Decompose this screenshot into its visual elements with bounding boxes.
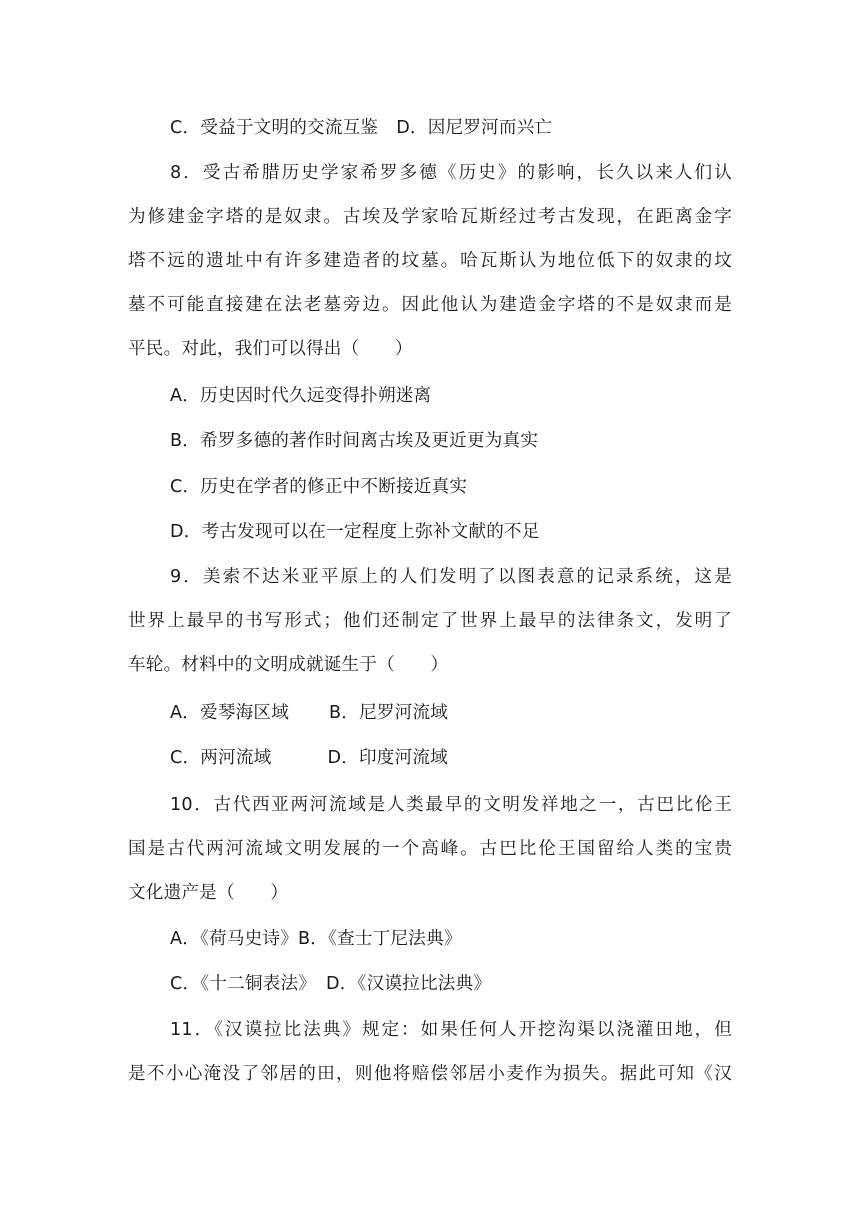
q7-option-d: D．因尼罗河而兴亡: [396, 118, 553, 138]
q11-stem-line-1: 11．《汉谟拉比法典》规定：如果任何人开挖沟渠以浇灌田地，但: [170, 1020, 732, 1040]
q10-stem-line-2: 国是古代两河流域文明发展的一个高峰。古巴比伦王国留给人类的宝贵: [128, 839, 732, 859]
q8-option-b: B．希罗多德的著作时间离古埃及更近更为真实: [170, 431, 539, 451]
q10-option-c: C．《十二铜表法》: [170, 974, 317, 994]
q8-stem-line-4: 墓不可能直接建在法老墓旁边。因此他认为建造金字塔的不是奴隶而是: [128, 295, 732, 315]
q11-stem-line-2: 是不小心淹没了邻居的田，则他将赔偿邻居小麦作为损失。据此可知《汉: [128, 1064, 732, 1084]
q9-option-c: C．两河流域: [170, 748, 272, 768]
q9-options-row-1: [170, 702, 774, 724]
q9-options-row-2: [170, 747, 774, 769]
q8-option-a: A．历史因时代久远变得扑朔迷离: [170, 386, 432, 406]
q8-stem-line-5: 平民。对此，我们可以得出（ ）: [128, 339, 413, 359]
q8-stem-line-2: 为修建金字塔的是奴隶。古埃及学家哈瓦斯经过考古发现，在距离金字: [128, 207, 732, 227]
q9-option-a: A．爱琴海区域: [170, 703, 289, 723]
q8-stem-line-1: 8．受古希腊历史学家希罗多德《历史》的影响，长久以来人们认: [170, 163, 732, 183]
q9-stem-line-1: 9．美索不达米亚平原上的人们发明了以图表意的记录系统，这是: [170, 567, 732, 587]
q8-stem-line-3: 塔不远的遗址中有许多建造者的坟墓。哈瓦斯认为地位低下的奴隶的坟: [128, 251, 732, 271]
q10-option-d: D．《汉谟拉比法典》: [326, 974, 492, 994]
q10-stem-line-1: 10．古代西亚两河流域是人类最早的文明发祥地之一，古巴比伦王: [170, 795, 732, 815]
q7-options-row: [170, 117, 774, 139]
q10-options-row-1: [170, 928, 774, 950]
q8-option-d: D．考古发现可以在一定程度上弥补文献的不足: [170, 522, 540, 542]
q9-stem-line-3: 车轮。材料中的文明成就诞生于（ ）: [128, 655, 449, 675]
q10-options-row-2: [170, 973, 774, 995]
q9-stem-line-2: 世界上最早的书写形式；他们还制定了世界上最早的法律条文，发明了: [128, 611, 732, 631]
q9-option-b: B．尼罗河流域: [329, 703, 449, 723]
q7-option-c: C．受益于文明的交流互鉴: [170, 118, 379, 138]
q10-stem-line-3: 文化遗产是（ ）: [128, 883, 289, 903]
q9-option-d: D．印度河流域: [327, 748, 448, 768]
q10-option-a: A．《荷马史诗》: [170, 929, 298, 949]
q10-option-b: B．《查士丁尼法典》: [298, 929, 462, 949]
q8-option-c: C．历史在学者的修正中不断接近真实: [170, 477, 468, 497]
